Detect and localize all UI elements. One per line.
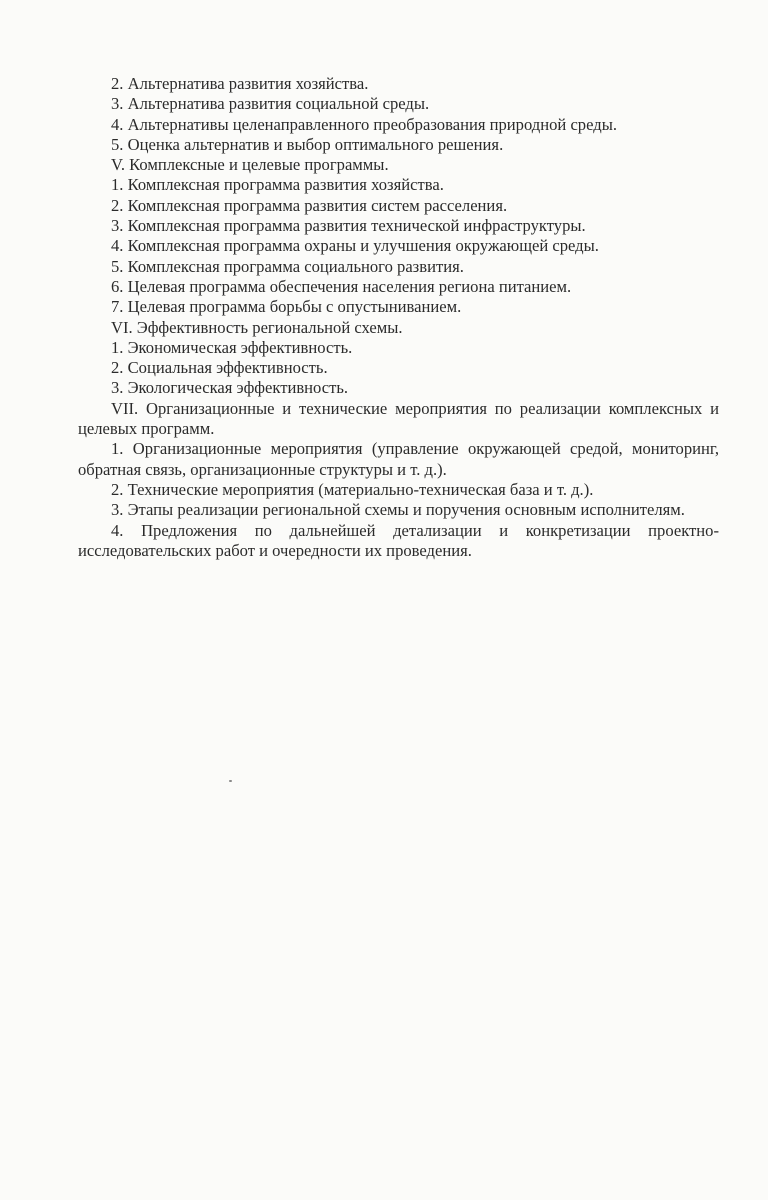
list-item: 5. Оценка альтернатив и выбор оптимального решения. xyxy=(111,134,504,154)
list-item: 3. Этапы реализации региональной схемы и поручения основным исполнителям. xyxy=(111,500,685,520)
list-item: 4. Комплексная программа охраны и улучшения окружающей среды. xyxy=(111,236,599,256)
section-heading: VI. Эффективность региональной схемы. xyxy=(111,317,403,337)
document-text xyxy=(78,74,719,561)
list-item: 7. Целевая программа борьбы с опустыниванием. xyxy=(111,297,462,317)
list-item: 1. Экономическая эффективность. xyxy=(111,337,353,357)
list-item: 3. Экологическая эффективность. xyxy=(111,378,349,398)
list-item: 3. Альтернатива развития социальной среды. xyxy=(111,94,430,114)
list-item: 1. Комплексная программа развития хозяйства. xyxy=(111,175,444,195)
list-item: 4. Предложения по дальнейшей детализации и конкретизации проектно-исследовательских работ и очередности их проведения. xyxy=(78,520,719,560)
list-item: 6. Целевая программа обеспечения населения региона питанием. xyxy=(111,276,572,296)
list-item: 4. Альтернативы целенаправленного преобразования природной среды. xyxy=(111,114,617,134)
section-heading: V. Комплексные и целевые программы. xyxy=(111,155,389,175)
scan-speck xyxy=(229,780,232,782)
list-item: 2. Альтернатива развития хозяйства. xyxy=(111,74,369,93)
list-item: 2. Технические мероприятия (материально-техническая база и т. д.). xyxy=(111,479,594,499)
list-item: 2. Социальная эффективность. xyxy=(111,358,328,378)
list-item: 3. Комплексная программа развития технической инфраструктуры. xyxy=(111,216,586,236)
list-item: 2. Комплексная программа развития систем расселения. xyxy=(111,195,508,215)
list-item: 1. Организационные мероприятия (управление окружающей средой, мониторинг, обратная связь, организационные структуры и т. д.). xyxy=(78,439,719,479)
section-heading: VII. Организационные и технические мероприятия по реализации комплексных и целевых программ. xyxy=(78,398,719,439)
list-item: 5. Комплексная программа социального развития. xyxy=(111,256,464,276)
